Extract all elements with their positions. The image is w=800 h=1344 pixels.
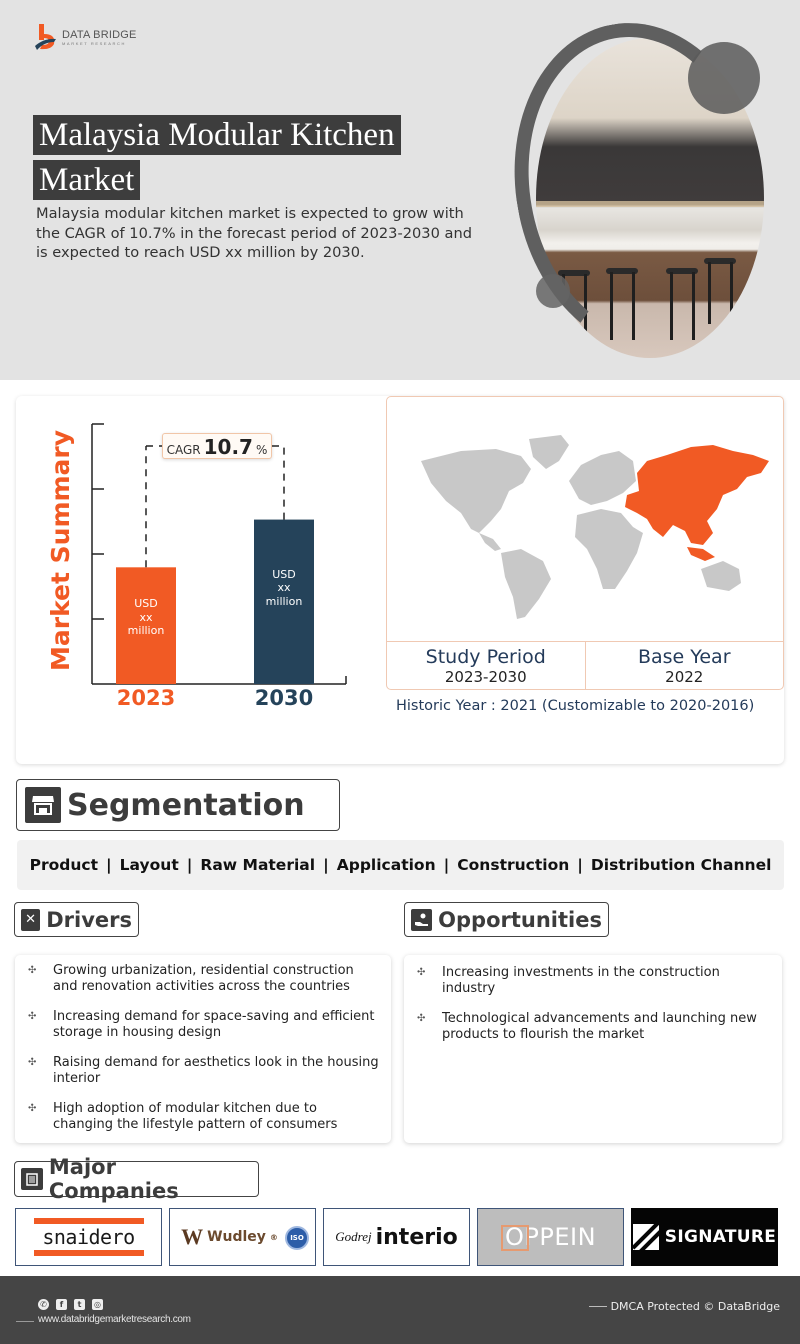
footer: [0, 1276, 800, 1344]
oppein-frame-icon: [501, 1225, 529, 1251]
opportunities-title: Opportunities: [438, 907, 602, 932]
base-year-value: 2022: [665, 668, 704, 686]
world-map: [401, 421, 773, 621]
data-bridge-logo-icon: [34, 22, 58, 52]
bar-value-label: USD xx million: [127, 597, 165, 638]
decorative-circle: [536, 274, 570, 308]
market-summary-card: [16, 396, 784, 764]
bullet-icon: ✣: [28, 1011, 37, 1022]
opportunity-item: [414, 965, 770, 997]
divider: [16, 1321, 34, 1322]
wudley-mark: W: [181, 1224, 204, 1249]
page-title-line-2: Market: [33, 160, 140, 200]
segment-separator: |: [106, 856, 112, 874]
bar-value-label: USD xx million: [265, 567, 303, 608]
hero-description: Malaysia modular kitchen market is expected to grow with the CAGR of 10.7% in the forecast period of 2023-2030 and is expected to reach USD xx million by 2030.: [36, 205, 472, 261]
study-period: [387, 642, 585, 689]
segmentation-heading: [16, 779, 340, 831]
company-logo-oppein[interactable]: [477, 1208, 624, 1266]
page-title-line-1: Malaysia Modular Kitchen: [33, 115, 401, 155]
iso-badge-icon: ISO: [285, 1226, 309, 1250]
bullet-icon: ✣: [28, 1103, 37, 1114]
market-summary-label: Market Summary: [46, 429, 75, 671]
segmentation-title: Segmentation: [67, 787, 305, 823]
base-year: [585, 642, 784, 689]
company-logo-godrej-interio[interactable]: [323, 1208, 470, 1266]
bullet-icon: ✣: [28, 1057, 37, 1068]
social-links: [38, 1299, 103, 1310]
godrej-wordmark: Godrej: [335, 1229, 372, 1244]
opportunity-item-text: Technological advancements and launching new products to flourish the market: [442, 1011, 757, 1042]
hero-section: [0, 0, 800, 380]
tools-icon: ✕: [21, 909, 40, 931]
store-icon: [25, 787, 61, 823]
map-greenland: [529, 435, 569, 469]
decorative-circle: [688, 42, 760, 114]
company-logos: [15, 1208, 781, 1266]
dmca-notice: [589, 1300, 780, 1313]
facebook-icon[interactable]: f: [56, 1299, 67, 1310]
cagr-badge: [162, 433, 272, 459]
driver-item: [25, 1101, 379, 1133]
driver-item: [25, 1009, 379, 1041]
driver-item-text: Increasing demand for space-saving and efficient storage in housing design: [53, 1009, 375, 1040]
map-central-america: [479, 533, 501, 551]
major-companies-title: Major Companies: [48, 1155, 179, 1203]
driver-item: [25, 1055, 379, 1087]
whatsapp-icon[interactable]: ✆: [38, 1299, 49, 1310]
segmentation-list: [17, 840, 784, 890]
cagr-label: CAGR: [166, 443, 201, 457]
region-map-panel: [386, 396, 784, 690]
building-icon: [21, 1168, 43, 1190]
driver-item-text: High adoption of modular kitchen due to changing the lifestyle pattern of consumers: [53, 1101, 338, 1132]
segment-item: Distribution Channel: [590, 856, 772, 874]
segment-item: Application: [336, 856, 436, 874]
company-logo-wudley[interactable]: [169, 1208, 316, 1266]
bullet-icon: ✣: [417, 1013, 426, 1024]
driver-item-text: Growing urbanization, residential construction and renovation activities across the countries: [53, 963, 354, 994]
instagram-icon[interactable]: ◎: [92, 1299, 103, 1310]
x-tick-label: 2023: [116, 686, 176, 710]
study-period-label: Study Period: [425, 646, 546, 668]
driver-item-text: Raising demand for aesthetics look in the housing interior: [53, 1055, 379, 1086]
base-year-label: Base Year: [637, 646, 731, 668]
opportunity-item: [414, 1011, 770, 1043]
driver-item: [25, 963, 379, 995]
opportunities-heading: [404, 902, 609, 937]
cagr-value: 10.7: [203, 435, 253, 459]
segment-item: Construction: [457, 856, 570, 874]
map-sea-islands-highlight: [687, 547, 715, 561]
brand-name: DATA BRIDGE: [62, 28, 137, 41]
x-tick-label: 2030: [254, 686, 314, 710]
oppein-wordmark: OPPEIN: [504, 1223, 597, 1251]
map-south-america: [501, 549, 551, 619]
bullet-icon: ✣: [28, 965, 37, 976]
period-row: [387, 641, 783, 689]
website-link[interactable]: www.databridgemarketresearch.com: [38, 1314, 191, 1325]
signature-stripes-icon: [633, 1224, 659, 1250]
opportunity-item-text: Increasing investments in the construction industry: [442, 965, 720, 996]
market-summary-chart: [16, 396, 386, 764]
map-africa: [575, 509, 643, 589]
divider: [589, 1306, 607, 1307]
wudley-wordmark: Wudley: [207, 1229, 266, 1245]
opportunities-list: [404, 955, 782, 1143]
company-logo-snaidero[interactable]: [15, 1208, 162, 1266]
registered-mark: ®: [269, 1232, 278, 1242]
segment-separator: |: [577, 856, 583, 874]
brand-logo[interactable]: [34, 22, 137, 52]
study-period-value: 2023-2030: [444, 668, 527, 686]
drivers-title: Drivers: [46, 907, 132, 932]
snaidero-wordmark: snaidero: [34, 1224, 144, 1250]
dmca-text: DMCA Protected © DataBridge: [610, 1300, 780, 1313]
segment-separator: |: [186, 856, 193, 874]
segment-item: Raw Material: [200, 856, 316, 874]
segment-item: Layout: [119, 856, 179, 874]
twitter-icon[interactable]: t: [74, 1299, 85, 1310]
kitchen-image: [516, 22, 766, 352]
brand-tagline: MARKET RESEARCH: [62, 40, 126, 46]
segment-item: Product: [29, 856, 98, 874]
historic-year: Historic Year : 2021 (Customizable to 2020-2016): [396, 698, 755, 714]
cagr-unit: %: [255, 443, 268, 457]
bullet-icon: ✣: [417, 967, 426, 978]
signature-wordmark: SIGNATURE: [664, 1227, 777, 1247]
segment-separator: |: [443, 856, 450, 874]
hand-money-icon: [411, 909, 432, 931]
drivers-list: [15, 955, 391, 1143]
major-companies-heading: [14, 1155, 259, 1203]
interio-wordmark: interio: [375, 1224, 458, 1250]
map-europe: [569, 451, 636, 505]
map-asia-highlight: [625, 445, 769, 545]
drivers-heading: [14, 902, 139, 937]
company-logo-signature[interactable]: [631, 1208, 778, 1266]
map-north-america: [421, 449, 531, 533]
map-australia: [701, 561, 741, 591]
segment-separator: |: [323, 856, 329, 874]
